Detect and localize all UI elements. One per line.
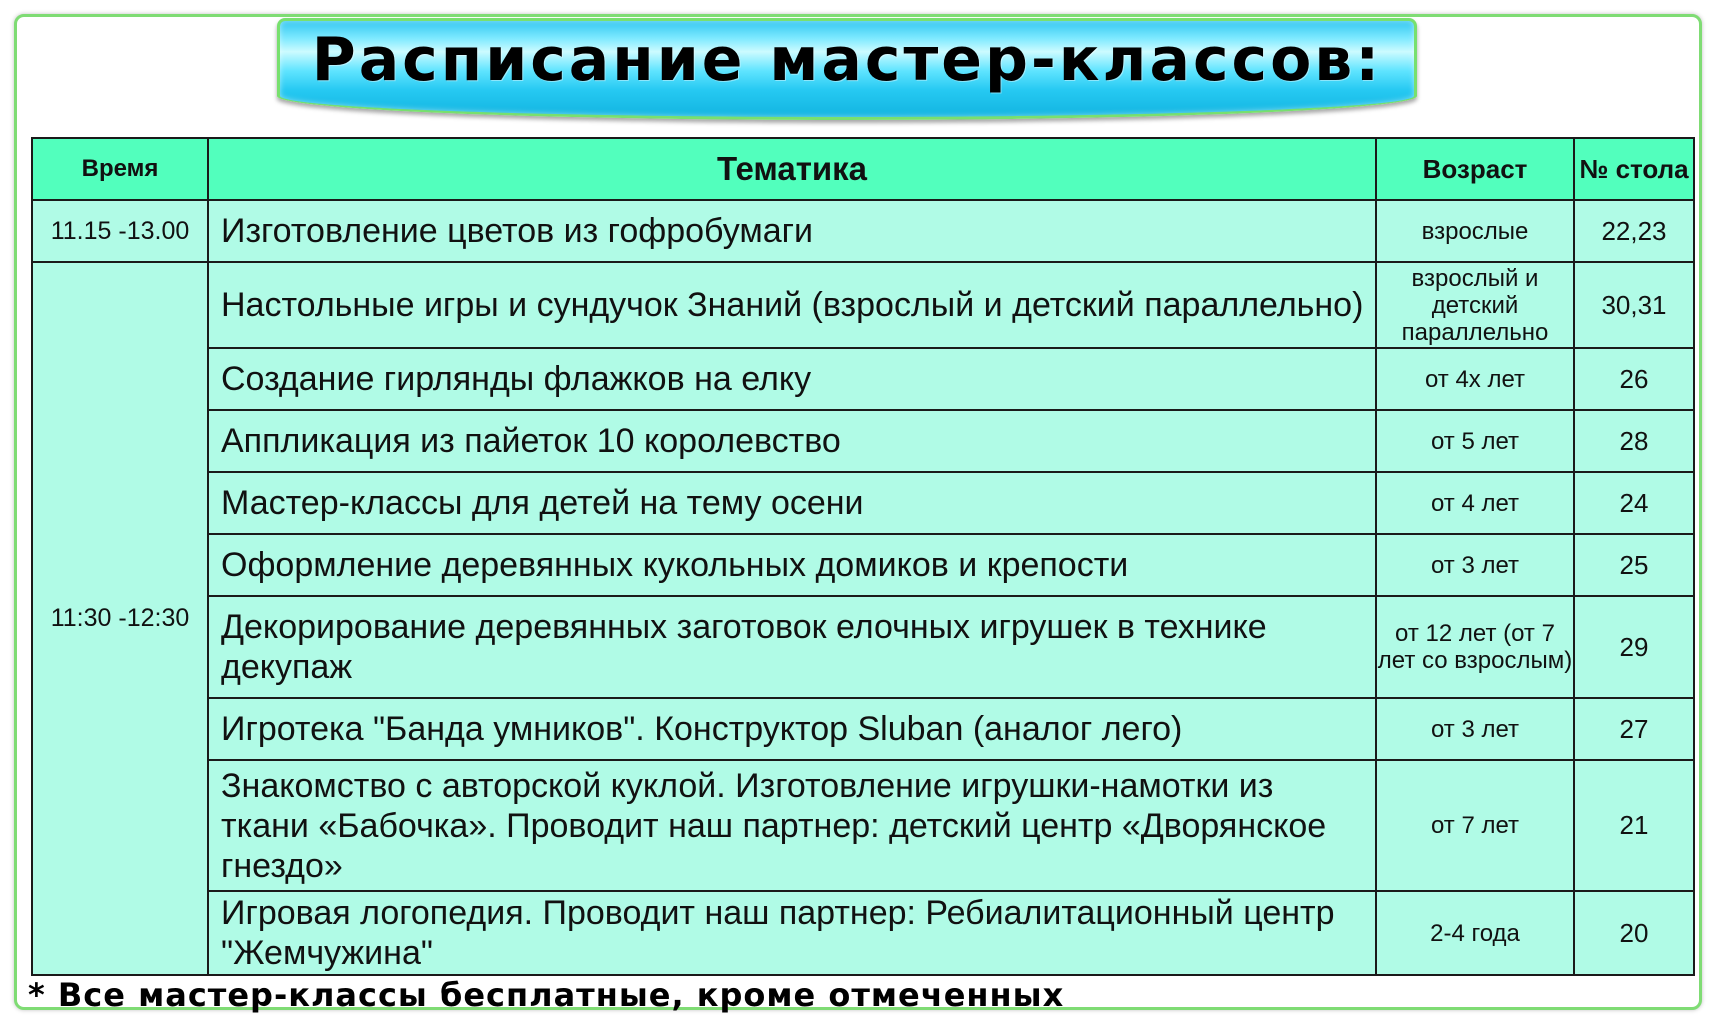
footnote: * Все мастер-классы бесплатные, кроме отмеченных <box>28 976 1065 1014</box>
age-cell: от 3 лет <box>1376 534 1574 596</box>
table-number-cell: 24 <box>1574 472 1694 534</box>
page-title: Расписание мастер-классов: <box>311 25 1383 95</box>
table-number-cell: 28 <box>1574 410 1694 472</box>
title-banner <box>277 18 1417 120</box>
topic-cell: Игровая логопедия. Проводит наш партнер: Ребиалитационный центр "Жемчужина" <box>208 891 1376 975</box>
table-number-cell: 26 <box>1574 348 1694 410</box>
table-number-cell: 20 <box>1574 891 1694 975</box>
table-row <box>32 348 1694 410</box>
table-number-cell: 21 <box>1574 760 1694 891</box>
age-cell: от 3 лет <box>1376 698 1574 760</box>
topic-cell: Декорирование деревянных заготовок елочных игрушек в технике декупаж <box>208 596 1376 698</box>
topic-cell: Игротека "Банда умников". Конструктор Sluban (аналог лего) <box>208 698 1376 760</box>
age-cell: от 4х лет <box>1376 348 1574 410</box>
topic-cell: Изготовление цветов из гофробумаги <box>208 200 1376 262</box>
header-age: Возраст <box>1376 138 1574 200</box>
table-row <box>32 410 1694 472</box>
age-cell: от 12 лет (от 7 лет со взрослым) <box>1376 596 1574 698</box>
table-row <box>32 200 1694 262</box>
age-cell: от 4 лет <box>1376 472 1574 534</box>
table-number-cell: 30,31 <box>1574 262 1694 348</box>
table-row <box>32 596 1694 698</box>
age-cell: от 5 лет <box>1376 410 1574 472</box>
time-cell: 11.15 -13.00 <box>32 200 208 262</box>
age-cell: взрослые <box>1376 200 1574 262</box>
schedule-table <box>31 137 1695 976</box>
table-row <box>32 472 1694 534</box>
topic-cell: Знакомство с авторской куклой. Изготовление игрушки-намотки из ткани «Бабочка». Проводит наш партнер: детский центр «Дворянское гнездо» <box>208 760 1376 891</box>
topic-cell: Аппликация из пайеток 10 королевство <box>208 410 1376 472</box>
header-row <box>32 138 1694 200</box>
header-table-number: № стола <box>1574 138 1694 200</box>
topic-cell: Создание гирлянды флажков на елку <box>208 348 1376 410</box>
age-cell: взрослый и детский параллельно <box>1376 262 1574 348</box>
table-row <box>32 891 1694 975</box>
topic-cell: Мастер-классы для детей на тему осени <box>208 472 1376 534</box>
header-time: Время <box>32 138 208 200</box>
age-cell: 2-4 года <box>1376 891 1574 975</box>
table-row <box>32 262 1694 348</box>
table-number-cell: 22,23 <box>1574 200 1694 262</box>
table-row <box>32 534 1694 596</box>
table-number-cell: 29 <box>1574 596 1694 698</box>
header-topic: Тематика <box>208 138 1376 200</box>
table-row <box>32 698 1694 760</box>
topic-cell: Настольные игры и сундучок Знаний (взрослый и детский параллельно) <box>208 262 1376 348</box>
table-row <box>32 760 1694 891</box>
age-cell: от 7 лет <box>1376 760 1574 891</box>
time-cell: 11:30 -12:30 <box>32 262 208 975</box>
topic-cell: Оформление деревянных кукольных домиков и крепости <box>208 534 1376 596</box>
table-number-cell: 27 <box>1574 698 1694 760</box>
table-number-cell: 25 <box>1574 534 1694 596</box>
